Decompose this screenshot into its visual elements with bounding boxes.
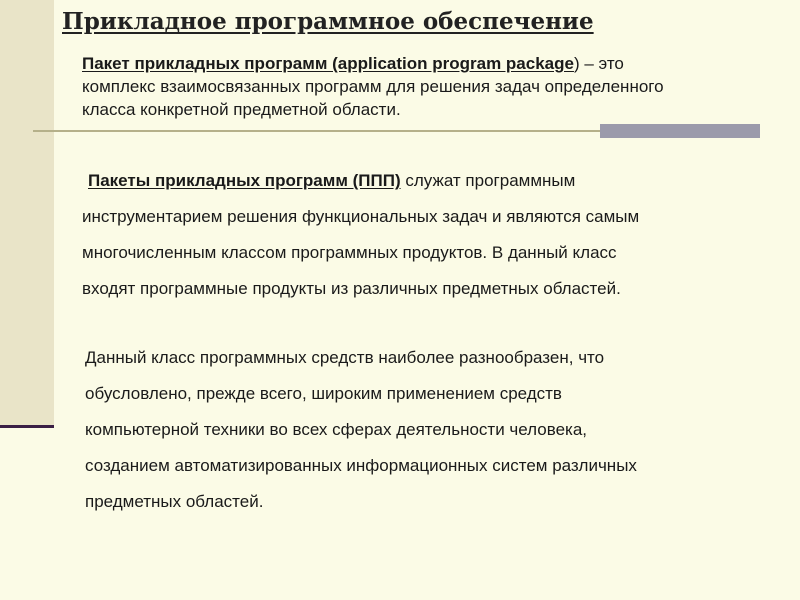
paragraph-diversity <box>85 340 637 520</box>
paragraph-ppp-line <box>82 163 639 199</box>
paragraph-ppp-line: входят программные продукты из различных предметных областей. <box>82 279 621 298</box>
paragraph-ppp <box>82 163 639 307</box>
paragraph-diversity-line: обусловлено, прежде всего, широким применением средств <box>85 384 562 403</box>
paragraph-ppp-line: инструментарием решения функциональных задач и являются самым <box>82 207 640 226</box>
ppp-line1-rest: служат программным <box>400 171 576 190</box>
left-decorative-bar <box>0 0 54 426</box>
paragraph-diversity-line: Данный класс программных средств наиболее разнообразен, что <box>85 348 605 367</box>
left-decorative-line <box>0 425 54 428</box>
slide-title: Прикладное программное обеспечение <box>62 8 594 35</box>
definition-text <box>82 52 772 121</box>
paragraph-diversity-line: созданием автоматизированных информационных систем различных <box>85 456 637 475</box>
paragraph-ppp-line: многочисленным классом программных продуктов. В данный класс <box>82 243 617 262</box>
separator-line <box>33 130 601 132</box>
ppp-term: Пакеты прикладных программ (ППП) <box>88 171 401 190</box>
definition-line3: класса конкретной предметной области. <box>82 100 401 119</box>
definition-line1-rest: ) – это <box>573 54 624 73</box>
paragraph-diversity-line: предметных областей. <box>85 492 264 511</box>
definition-line2: комплекс взаимосвязанных программ для решения задач определенного <box>82 77 664 96</box>
definition-term: Пакет прикладных программ (application program package <box>82 54 574 73</box>
separator-accent-bar <box>600 124 760 138</box>
paragraph-diversity-line: компьютерной техники во всех сферах деятельности человека, <box>85 420 588 439</box>
